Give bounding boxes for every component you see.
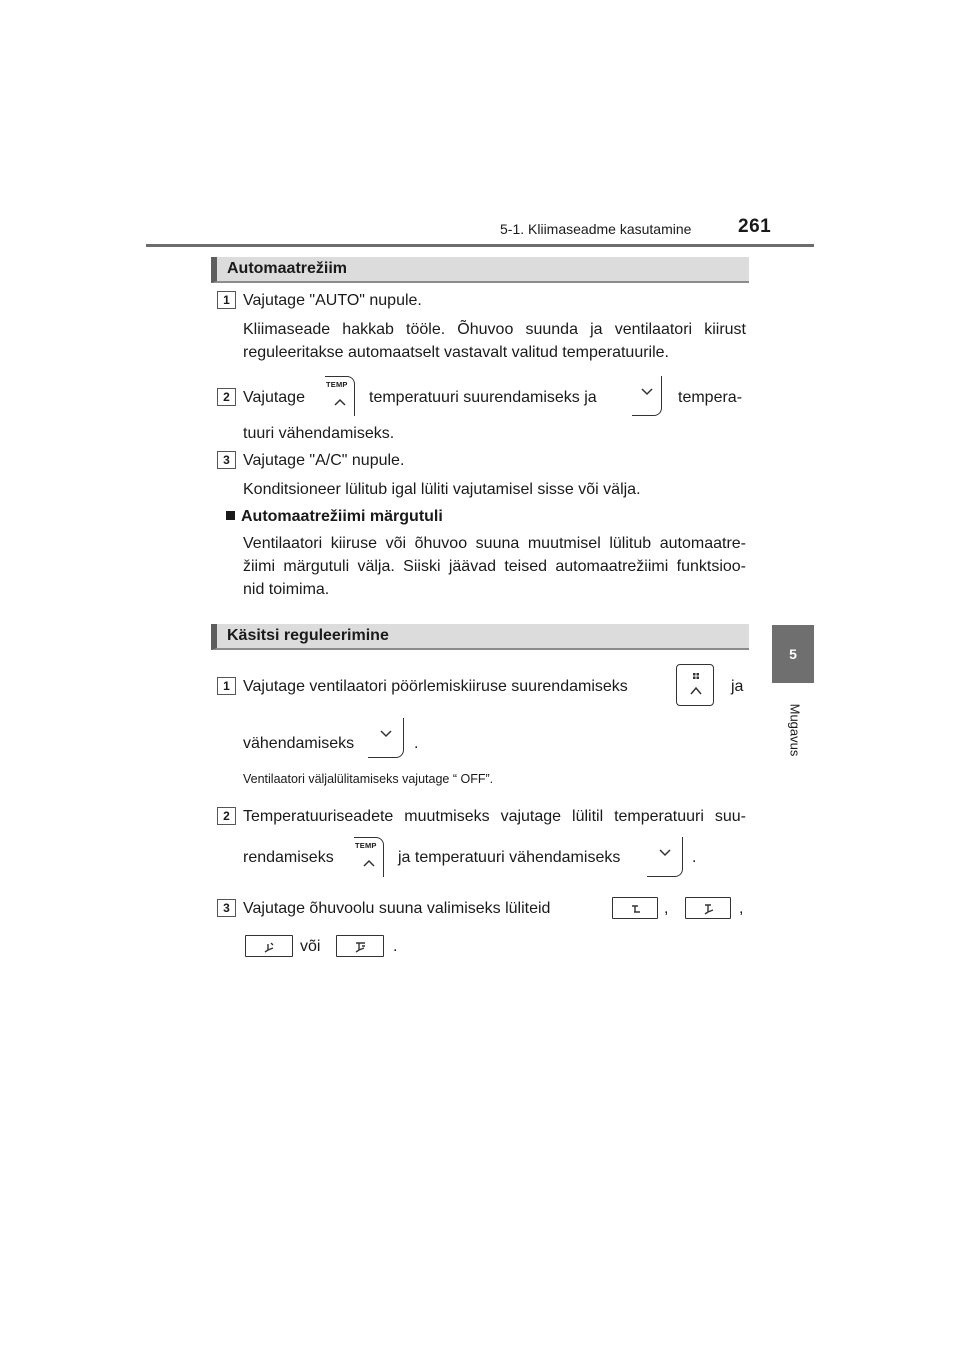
step-text: reguleeritakse automaatselt vastavalt valitud temperatuurile. bbox=[243, 344, 669, 361]
step-text: . bbox=[393, 938, 398, 955]
temp-up-button bbox=[354, 837, 384, 877]
section-heading-manual bbox=[211, 624, 749, 650]
header-rule bbox=[146, 244, 814, 247]
airflow-feet-defrost-icon bbox=[337, 936, 385, 958]
section-heading-auto bbox=[211, 257, 749, 283]
step-text: ja temperatuuri vähendamiseks bbox=[398, 849, 621, 866]
step-text: Vajutage õhuvoolu suuna valimiseks lüliteid bbox=[243, 900, 551, 917]
section-title: Automaatrežiim bbox=[227, 260, 348, 277]
temp-label: TEMP bbox=[355, 841, 377, 850]
step-number: 2 bbox=[217, 807, 236, 825]
step-number: 3 bbox=[217, 899, 236, 917]
step-text: temperatuuri suurendamiseks ja bbox=[369, 389, 597, 406]
step-text: ja bbox=[731, 678, 744, 695]
chevron-down-icon bbox=[632, 376, 662, 416]
body-text: žiimi märgutuli välja. Siiski jäävad teised automaatrežiimi funktsioo- bbox=[243, 558, 746, 575]
chapter-tab-label bbox=[780, 690, 810, 770]
fan-down-button bbox=[368, 718, 404, 758]
temp-down-button bbox=[647, 837, 683, 877]
body-text: nid toimima. bbox=[243, 581, 330, 598]
step-text: rendamiseks bbox=[243, 849, 334, 866]
step-text: tuuri vähendamiseks. bbox=[243, 425, 395, 442]
airflow-face-button bbox=[612, 897, 658, 919]
step-number: 3 bbox=[217, 451, 236, 469]
subheading-text: Automaatrežiimi märgutuli bbox=[241, 508, 443, 525]
step-text: Vajutage ventilaatori pöörlemiskiiruse suurendamiseks bbox=[243, 678, 628, 695]
airflow-feet-defrost-button bbox=[336, 935, 384, 957]
temp-down-button bbox=[632, 376, 662, 416]
step-text: tempera- bbox=[678, 389, 743, 406]
temp-up-button bbox=[325, 376, 355, 416]
chevron-down-icon bbox=[368, 718, 404, 758]
step-text: Temperatuuriseadete muutmiseks vajutage lülitil temperatuuri suu- bbox=[243, 808, 746, 825]
fan-icon bbox=[693, 673, 699, 679]
airflow-feet-icon bbox=[246, 936, 294, 958]
temp-label: TEMP bbox=[326, 380, 348, 389]
chapter-title: 5-1. Kliimaseadme kasutamine bbox=[500, 221, 692, 237]
bullet-square-icon bbox=[226, 511, 235, 520]
chevron-up-icon bbox=[354, 838, 384, 878]
chevron-down-icon bbox=[647, 837, 683, 877]
chapter-tab: 5 bbox=[772, 625, 814, 683]
step-text: . bbox=[692, 849, 697, 866]
chevron-up-icon bbox=[691, 688, 701, 694]
section-title: Käsitsi reguleerimine bbox=[227, 627, 389, 644]
body-text: Ventilaatori kiiruse või õhuvoo suuna muutmisel lülitub automaatre- bbox=[243, 535, 746, 552]
chevron-up-icon bbox=[325, 377, 355, 417]
step-text: Konditsioneer lülitub igal lüliti vajutamisel sisse või välja. bbox=[243, 481, 641, 498]
separator: , bbox=[664, 900, 669, 917]
subheading-indicator bbox=[226, 505, 443, 528]
step-number: 1 bbox=[217, 291, 236, 309]
airflow-bilevel-icon bbox=[686, 898, 732, 920]
chapter-tab-text: Mugavus bbox=[787, 703, 803, 757]
step-text: Vajutage "A/C" nupule. bbox=[243, 452, 405, 469]
step-text: Vajutage "AUTO" nupule. bbox=[243, 292, 422, 309]
airflow-bilevel-button bbox=[685, 897, 731, 919]
step-text: või bbox=[300, 938, 321, 955]
fan-up-button bbox=[676, 664, 714, 706]
separator: , bbox=[739, 900, 744, 917]
step-text: vähendamiseks bbox=[243, 735, 355, 752]
step-number: 1 bbox=[217, 677, 236, 695]
note-text: Ventilaatori väljalülitamiseks vajutage “ OFF”. bbox=[243, 772, 494, 786]
step-text: Kliimaseade hakkab tööle. Õhuvoo suunda ja ventilaatori kiirust bbox=[243, 321, 746, 338]
page-number: 261 bbox=[738, 216, 772, 237]
step-text: . bbox=[414, 735, 419, 752]
airflow-feet-button bbox=[245, 935, 293, 957]
step-number: 2 bbox=[217, 388, 236, 406]
fan-up-graphic bbox=[677, 665, 715, 707]
step-text: Vajutage bbox=[243, 389, 305, 406]
airflow-face-icon bbox=[613, 898, 659, 920]
